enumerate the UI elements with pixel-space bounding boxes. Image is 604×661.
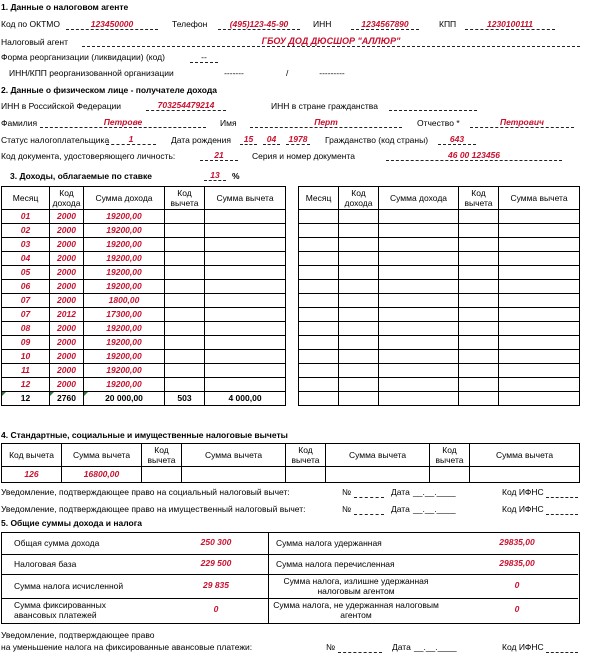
table-row xyxy=(2,378,286,392)
month-cell[interactable]: 07 xyxy=(2,308,50,322)
dsum-cell[interactable] xyxy=(499,378,580,392)
dsum-cell[interactable] xyxy=(205,266,286,280)
month-cell[interactable]: 01 xyxy=(2,210,50,224)
section1-title: 1. Данные о налоговом агенте xyxy=(1,2,129,12)
dcode-cell[interactable] xyxy=(165,266,205,280)
dcode-cell[interactable] xyxy=(459,280,499,294)
advance-notice-label-1: Уведомление, подтверждающее право xyxy=(1,630,155,640)
table-row xyxy=(2,238,286,252)
code-cell[interactable] xyxy=(339,210,379,224)
sum-cell[interactable]: 19200,00 xyxy=(84,322,165,336)
dcode-cell[interactable] xyxy=(459,350,499,364)
table-row xyxy=(2,252,286,266)
code-cell[interactable] xyxy=(339,392,379,406)
not-withheld-label: Сумма налога, не удержанная налоговым агентом xyxy=(273,600,439,620)
property-no-field[interactable] xyxy=(354,505,384,515)
reorg-code-field[interactable]: -- xyxy=(190,53,218,63)
dcode-cell[interactable] xyxy=(165,238,205,252)
not-withheld-value[interactable]: 0 xyxy=(514,604,520,614)
table-row xyxy=(2,280,286,294)
table-row xyxy=(299,280,580,294)
table-row xyxy=(2,308,286,322)
month-cell[interactable] xyxy=(299,350,339,364)
code-cell[interactable] xyxy=(339,322,379,336)
sum-cell[interactable]: 19200,00 xyxy=(84,378,165,392)
withheld-value[interactable]: 29835,00 xyxy=(499,537,535,547)
code-cell[interactable] xyxy=(339,238,379,252)
dcode-cell[interactable] xyxy=(165,364,205,378)
month-cell[interactable] xyxy=(299,308,339,322)
dsum-cell[interactable] xyxy=(205,378,286,392)
month-cell[interactable]: 03 xyxy=(2,238,50,252)
code-cell[interactable]: 2000 xyxy=(50,364,84,378)
month-cell[interactable]: 07 xyxy=(2,294,50,308)
month-cell[interactable] xyxy=(299,280,339,294)
tax-calc-label: Сумма налога исчисленной xyxy=(14,581,124,591)
dcode-cell[interactable] xyxy=(165,224,205,238)
sum-cell[interactable] xyxy=(379,280,459,294)
rate-field[interactable]: 13 xyxy=(204,171,226,181)
sum-cell[interactable] xyxy=(379,308,459,322)
sum-cell[interactable]: 20 000,00 xyxy=(84,392,165,406)
property-notice-label: Уведомление, подтверждающее право на имущественный налоговый вычет: xyxy=(1,504,306,514)
agent-label: Налоговый агент xyxy=(1,37,68,47)
tax-calc-value[interactable]: 29 835 xyxy=(203,580,229,590)
header-deduction-sum: Сумма вычета xyxy=(499,187,580,210)
dcode-cell[interactable] xyxy=(459,210,499,224)
social-date-field[interactable]: __.__.____ xyxy=(413,487,456,497)
header-deduction-code: Код вычета xyxy=(165,187,205,210)
status-label: Статус налогоплательщика xyxy=(1,135,110,145)
doc-code-label: Код документа, удостоверяющего личность: xyxy=(1,151,176,161)
advance-no-label: № xyxy=(326,642,336,652)
header-deduction-sum: Сумма вычета xyxy=(182,444,286,467)
month-cell[interactable] xyxy=(299,294,339,308)
sum-cell[interactable]: 19200,00 xyxy=(84,252,165,266)
table-row xyxy=(2,336,286,350)
table-row xyxy=(2,294,286,308)
deductions-table xyxy=(1,443,580,483)
code-cell[interactable]: 2000 xyxy=(50,350,84,364)
dcode-cell[interactable] xyxy=(459,336,499,350)
table-row xyxy=(2,467,580,483)
dob-month-field[interactable]: 04 xyxy=(263,135,280,145)
deduction-sum-cell[interactable]: 16800,00 xyxy=(62,467,142,483)
table-row xyxy=(299,266,580,280)
deduction-sum-cell[interactable] xyxy=(182,467,286,483)
code-cell[interactable]: 2000 xyxy=(50,210,84,224)
table-row xyxy=(299,336,580,350)
code-cell[interactable]: 2000 xyxy=(50,294,84,308)
totals-row-line xyxy=(2,554,578,555)
code-cell[interactable] xyxy=(339,294,379,308)
dsum-cell[interactable] xyxy=(499,266,580,280)
code-cell[interactable]: 2000 xyxy=(50,238,84,252)
month-cell[interactable]: 12 xyxy=(2,392,50,406)
surname-label: Фамилия xyxy=(1,118,38,128)
month-cell[interactable]: 08 xyxy=(2,322,50,336)
over-withheld-value[interactable]: 0 xyxy=(514,580,520,590)
code-cell[interactable] xyxy=(339,266,379,280)
header-deduction-sum: Сумма вычета xyxy=(470,444,580,467)
month-cell[interactable]: 09 xyxy=(2,336,50,350)
sum-cell[interactable] xyxy=(379,378,459,392)
social-ifns-label: Код ИФНС xyxy=(502,487,544,497)
kpp-field[interactable]: 1230100111 xyxy=(465,20,555,30)
section4-title: 4. Стандартные, социальные и имущественные налоговые вычеты xyxy=(1,430,288,440)
advance-date-field[interactable]: __.__.____ xyxy=(414,642,457,652)
code-cell[interactable] xyxy=(339,224,379,238)
totals-row-line xyxy=(2,574,578,575)
inn-foreign-label: ИНН в стране гражданства xyxy=(271,101,378,111)
total-income-label: Общая сумма дохода xyxy=(14,538,100,548)
property-date-field[interactable]: __.__.____ xyxy=(413,504,456,514)
dcode-cell[interactable] xyxy=(459,364,499,378)
property-no-label: № xyxy=(342,504,352,514)
dcode-cell[interactable] xyxy=(165,378,205,392)
patronymic-label: Отчество * xyxy=(417,118,460,128)
deduction-code-cell[interactable] xyxy=(286,467,326,483)
surname-field[interactable]: Петрове xyxy=(40,118,206,128)
month-cell[interactable]: 12 xyxy=(2,378,50,392)
total-income-value[interactable]: 250 300 xyxy=(200,537,232,547)
slash: / xyxy=(286,68,289,78)
name-label: Имя xyxy=(220,118,237,128)
sum-cell[interactable] xyxy=(379,252,459,266)
header-income-sum: Сумма дохода xyxy=(84,187,165,210)
table-row xyxy=(299,210,580,224)
tax-base-value[interactable]: 229 500 xyxy=(200,558,232,568)
property-date-label: Дата xyxy=(391,504,410,514)
doc-number-field[interactable]: 46 00 123456 xyxy=(386,151,562,161)
name-field[interactable]: Перт xyxy=(250,118,402,128)
sum-cell[interactable]: 19200,00 xyxy=(84,364,165,378)
sum-cell[interactable]: 19200,00 xyxy=(84,210,165,224)
table-row xyxy=(299,224,580,238)
month-cell[interactable] xyxy=(299,266,339,280)
dsum-cell[interactable] xyxy=(499,364,580,378)
code-cell[interactable] xyxy=(339,336,379,350)
sum-cell[interactable] xyxy=(379,322,459,336)
deduction-sum-cell[interactable] xyxy=(470,467,580,483)
header-deduction-code: Код вычета xyxy=(142,444,182,467)
code-cell[interactable] xyxy=(339,252,379,266)
deduction-sum-cell[interactable] xyxy=(326,467,430,483)
table-row xyxy=(2,322,286,336)
dsum-cell[interactable] xyxy=(499,322,580,336)
sum-cell[interactable]: 17300,00 xyxy=(84,308,165,322)
header-deduction-code: Код вычета xyxy=(459,187,499,210)
dsum-cell[interactable] xyxy=(499,224,580,238)
header-month: Месяц xyxy=(299,187,339,210)
table-row xyxy=(2,224,286,238)
dcode-cell[interactable] xyxy=(459,322,499,336)
month-cell[interactable] xyxy=(299,392,339,406)
social-ifns-field[interactable] xyxy=(546,488,578,498)
code-cell[interactable]: 2000 xyxy=(50,322,84,336)
header-deduction-sum: Сумма вычета xyxy=(326,444,430,467)
doc-number-label: Серия и номер документа xyxy=(252,151,355,161)
dcode-cell[interactable] xyxy=(459,252,499,266)
oktmo-label: Код по ОКТМО xyxy=(1,19,60,29)
reorg-kpp-field[interactable]: --------- xyxy=(319,68,345,78)
dsum-cell[interactable] xyxy=(499,252,580,266)
month-cell[interactable]: 05 xyxy=(2,266,50,280)
dsum-cell[interactable] xyxy=(499,210,580,224)
social-no-label: № xyxy=(342,487,352,497)
table-row xyxy=(299,252,580,266)
dsum-cell[interactable] xyxy=(499,294,580,308)
dsum-cell[interactable] xyxy=(499,280,580,294)
inn-field[interactable]: 1234567890 xyxy=(351,20,419,30)
dsum-cell[interactable] xyxy=(499,350,580,364)
dcode-cell[interactable] xyxy=(165,280,205,294)
sum-cell[interactable] xyxy=(379,350,459,364)
table-row xyxy=(2,364,286,378)
dsum-cell[interactable] xyxy=(205,210,286,224)
patronymic-field[interactable]: Петрович xyxy=(470,118,574,128)
sum-cell[interactable]: 19200,00 xyxy=(84,336,165,350)
advance-no-field[interactable] xyxy=(338,643,382,653)
dcode-cell[interactable] xyxy=(165,294,205,308)
month-cell[interactable] xyxy=(299,210,339,224)
dcode-cell[interactable] xyxy=(165,322,205,336)
dsum-cell[interactable] xyxy=(499,238,580,252)
deduction-code-cell[interactable]: 126 xyxy=(2,467,62,483)
fixed-payments-value[interactable]: 0 xyxy=(213,604,219,614)
code-cell[interactable]: 2000 xyxy=(50,280,84,294)
transferred-label: Сумма налога перечисленная xyxy=(276,559,395,569)
sum-cell[interactable] xyxy=(379,392,459,406)
status-field[interactable]: 1 xyxy=(106,135,156,145)
header-income-code: Код дохода xyxy=(339,187,379,210)
kpp-label: КПП xyxy=(439,19,457,29)
dsum-cell[interactable]: 4 000,00 xyxy=(205,392,286,406)
dsum-cell[interactable] xyxy=(205,238,286,252)
percent-sign: % xyxy=(232,171,240,181)
sum-cell[interactable]: 1800,00 xyxy=(84,294,165,308)
phone-field[interactable]: (495)123-45-90 xyxy=(218,20,300,30)
code-cell[interactable] xyxy=(339,350,379,364)
month-cell[interactable]: 04 xyxy=(2,252,50,266)
inn-label: ИНН xyxy=(313,19,332,29)
advance-ifns-field[interactable] xyxy=(546,643,578,653)
table-row xyxy=(2,350,286,364)
month-cell[interactable] xyxy=(299,224,339,238)
code-cell[interactable]: 2000 xyxy=(50,266,84,280)
dcode-cell[interactable] xyxy=(459,392,499,406)
dcode-cell[interactable] xyxy=(165,210,205,224)
dcode-cell[interactable] xyxy=(459,266,499,280)
month-cell[interactable] xyxy=(299,378,339,392)
social-no-field[interactable] xyxy=(354,488,384,498)
month-cell[interactable]: 02 xyxy=(2,224,50,238)
dsum-cell[interactable] xyxy=(499,308,580,322)
dsum-cell[interactable] xyxy=(205,308,286,322)
table-row xyxy=(299,350,580,364)
citizenship-label: Гражданство (код страны) xyxy=(325,135,429,145)
dsum-cell[interactable] xyxy=(499,336,580,350)
table-row xyxy=(2,210,286,224)
table-row xyxy=(299,238,580,252)
reorg-inn-label: ИНН/КПП реорганизованной организации xyxy=(9,68,174,78)
income-table-left xyxy=(1,186,286,406)
table-row xyxy=(299,308,580,322)
code-cell[interactable] xyxy=(339,308,379,322)
month-cell[interactable] xyxy=(299,322,339,336)
code-cell[interactable] xyxy=(339,280,379,294)
header-income-sum: Сумма дохода xyxy=(379,187,459,210)
month-cell[interactable] xyxy=(299,364,339,378)
citizenship-field[interactable]: 643 xyxy=(438,135,476,145)
dcode-cell[interactable] xyxy=(459,294,499,308)
reorg-inn-field[interactable]: ------- xyxy=(224,68,244,78)
income-table-right xyxy=(298,186,580,406)
dcode-cell[interactable] xyxy=(165,308,205,322)
over-withheld-label: Сумма налога, излишне удержанная налоговым агентом xyxy=(283,576,429,596)
code-cell[interactable]: 2012 xyxy=(50,308,84,322)
table-row xyxy=(2,266,286,280)
month-cell[interactable]: 10 xyxy=(2,350,50,364)
code-cell[interactable]: 2000 xyxy=(50,336,84,350)
section2-title: 2. Данные о физическом лице - получателе дохода xyxy=(1,85,217,95)
sum-cell[interactable]: 19200,00 xyxy=(84,266,165,280)
dcode-cell[interactable] xyxy=(459,224,499,238)
sum-cell[interactable] xyxy=(379,336,459,350)
dsum-cell[interactable] xyxy=(205,364,286,378)
reorg-label: Форма реорганизации (ликвидации) (код) xyxy=(1,52,165,62)
month-cell[interactable] xyxy=(299,252,339,266)
sum-cell[interactable]: 19200,00 xyxy=(84,350,165,364)
dcode-cell[interactable] xyxy=(165,350,205,364)
agent-field[interactable]: ГБОУ ДОД ДЮСШОР "АЛЛЮР" xyxy=(82,37,580,47)
section3-title: 3. Доходы, облагаемые по ставке xyxy=(10,171,152,181)
sum-cell[interactable] xyxy=(379,210,459,224)
table-row xyxy=(299,378,580,392)
dsum-cell[interactable] xyxy=(205,350,286,364)
dcode-cell[interactable] xyxy=(165,336,205,350)
withheld-label: Сумма налога удержанная xyxy=(276,538,382,548)
doc-code-field[interactable]: 21 xyxy=(200,151,238,161)
table-row xyxy=(299,364,580,378)
header-deduction-code: Код вычета xyxy=(430,444,470,467)
month-cell[interactable]: 06 xyxy=(2,280,50,294)
dob-year-field[interactable]: 1978 xyxy=(286,135,310,145)
header-deduction-sum: Сумма вычета xyxy=(205,187,286,210)
code-cell[interactable]: 2760 xyxy=(50,392,84,406)
table-row xyxy=(2,392,286,406)
dsum-cell[interactable] xyxy=(205,280,286,294)
sum-cell[interactable] xyxy=(379,238,459,252)
fixed-payments-label: Сумма фиксированных авансовых платежей xyxy=(14,600,106,620)
table-row xyxy=(299,322,580,336)
header-deduction-sum: Сумма вычета xyxy=(62,444,142,467)
header-deduction-code: Код вычета xyxy=(286,444,326,467)
header-month: Месяц xyxy=(2,187,50,210)
dcode-cell[interactable] xyxy=(459,308,499,322)
dcode-cell[interactable]: 503 xyxy=(165,392,205,406)
code-cell[interactable]: 2000 xyxy=(50,224,84,238)
dsum-cell[interactable] xyxy=(205,336,286,350)
code-cell[interactable]: 2000 xyxy=(50,378,84,392)
sum-cell[interactable] xyxy=(379,266,459,280)
dsum-cell[interactable] xyxy=(205,294,286,308)
sum-cell[interactable]: 19200,00 xyxy=(84,238,165,252)
month-cell[interactable] xyxy=(299,238,339,252)
sum-cell[interactable] xyxy=(379,294,459,308)
deduction-code-cell[interactable] xyxy=(142,467,182,483)
sum-cell[interactable]: 19200,00 xyxy=(84,224,165,238)
code-cell[interactable]: 2000 xyxy=(50,252,84,266)
transferred-value[interactable]: 29835,00 xyxy=(499,558,535,568)
oktmo-field[interactable]: 123450000 xyxy=(66,20,158,30)
dob-day-field[interactable]: 15 xyxy=(240,135,257,145)
totals-row-line xyxy=(2,598,578,599)
dsum-cell[interactable] xyxy=(499,392,580,406)
social-notice-label: Уведомление, подтверждающее право на социальный налоговый вычет: xyxy=(1,487,290,497)
phone-label: Телефон xyxy=(172,19,208,29)
dcode-cell[interactable] xyxy=(459,238,499,252)
section5-title: 5. Общие суммы дохода и налога xyxy=(1,518,142,528)
inn-foreign-field[interactable] xyxy=(389,101,477,111)
dsum-cell[interactable] xyxy=(205,224,286,238)
month-cell[interactable] xyxy=(299,336,339,350)
person-inn-field[interactable]: 703254479214 xyxy=(146,101,226,111)
sum-cell[interactable] xyxy=(379,364,459,378)
advance-ifns-label: Код ИФНС xyxy=(502,642,544,652)
dob-label: Дата рождения xyxy=(171,135,231,145)
advance-notice-label-2: на уменьшение налога на фиксированные авансовые платежи: xyxy=(1,642,253,652)
code-cell[interactable] xyxy=(339,378,379,392)
social-date-label: Дата xyxy=(391,487,410,497)
sum-cell[interactable] xyxy=(379,224,459,238)
deduction-code-cell[interactable] xyxy=(430,467,470,483)
advance-date-label: Дата xyxy=(392,642,411,652)
table-row xyxy=(299,392,580,406)
month-cell[interactable]: 11 xyxy=(2,364,50,378)
tax-base-label: Налоговая база xyxy=(14,559,77,569)
header-deduction-code: Код вычета xyxy=(2,444,62,467)
dsum-cell[interactable] xyxy=(205,322,286,336)
totals-divider xyxy=(268,532,269,623)
header-income-code: Код дохода xyxy=(50,187,84,210)
table-row xyxy=(299,294,580,308)
sum-cell[interactable]: 19200,00 xyxy=(84,280,165,294)
dcode-cell[interactable] xyxy=(459,378,499,392)
person-inn-label: ИНН в Российской Федерации xyxy=(1,101,122,111)
property-ifns-label: Код ИФНС xyxy=(502,504,544,514)
property-ifns-field[interactable] xyxy=(546,505,578,515)
dsum-cell[interactable] xyxy=(205,252,286,266)
code-cell[interactable] xyxy=(339,364,379,378)
dcode-cell[interactable] xyxy=(165,252,205,266)
